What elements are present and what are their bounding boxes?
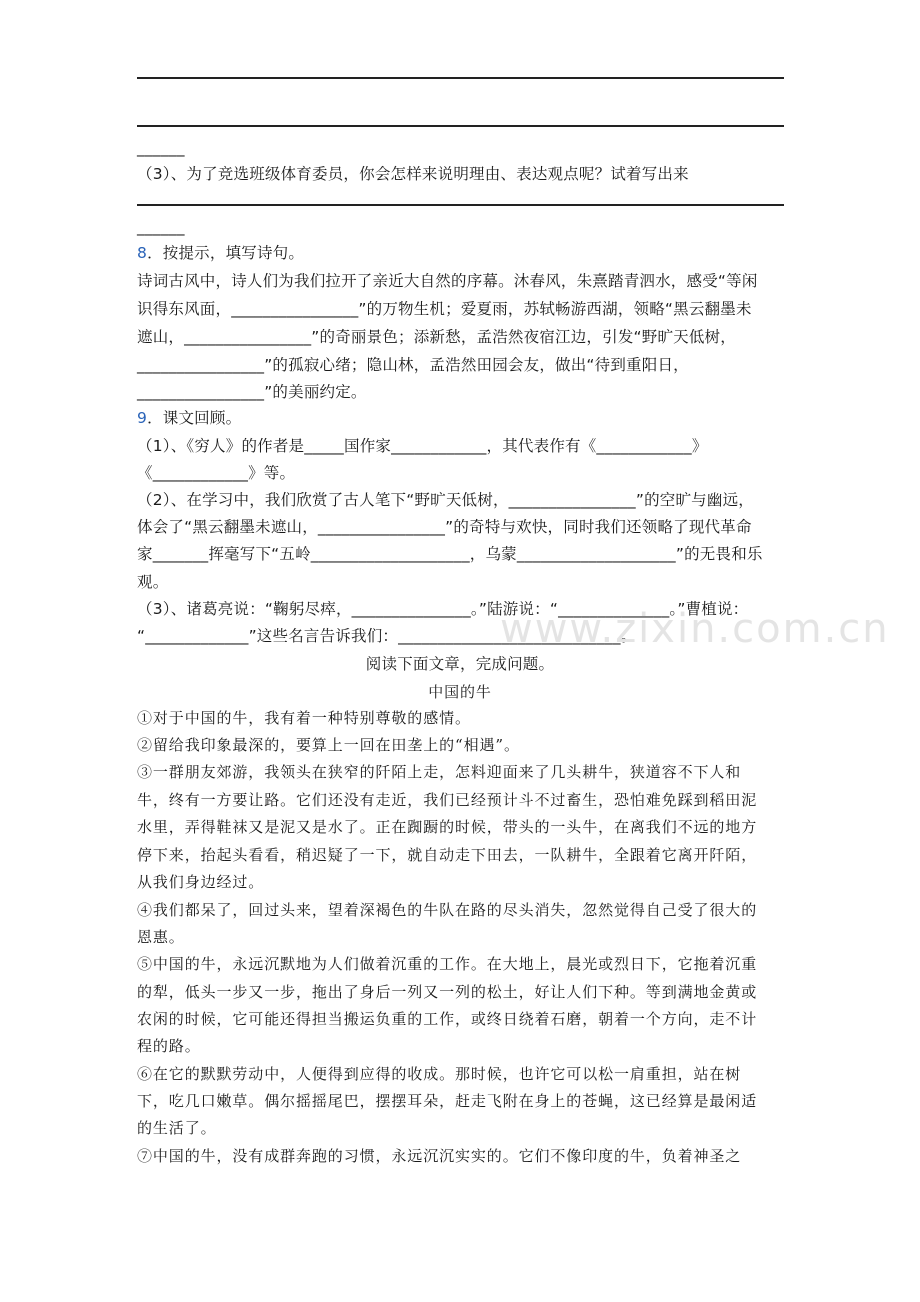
article-line: ⑦中国的牛，没有成群奔跑的习惯，永远沉沉实实的。它们不像印度的牛，负着神圣之 — [137, 1147, 742, 1165]
article-line: 下，吃几口嫩草。偶尔摇摇尾巴，摆摆耳朵，赶走飞附在身上的苍蝇，这已经算是最闲适 — [137, 1092, 758, 1110]
article-line: 牛，终有一方要让路。它们还没有走近，我们已经预计斗不过畜生，恐怕难免踩到稻田泥 — [137, 791, 758, 809]
article-line: 水里，弄得鞋袜又是泥又是水了。正在踟蹰的时候，带头的一头牛，在离我们不远的地方 — [137, 818, 758, 836]
article-line: ④我们都呆了，回过头来，望着深褐色的牛队在路的尽头消失，忽然觉得自己受了很大的 — [137, 901, 758, 919]
reading-instruction: 阅读下面文章，完成问题。 — [365, 655, 555, 673]
question-8-heading — [137, 243, 304, 263]
article-line: 的生活了。 — [137, 1119, 217, 1137]
article-line: ①对于中国的牛，我有着一种特别尊敬的感情。 — [137, 709, 471, 727]
q8-line: ________________”的孤寂心绪；隐山林，孟浩然田园会友，做出“待到重阳日， — [137, 356, 689, 374]
article-line: 停下来，抬起头看看，稍迟疑了一下，就自动走下田去，一队耕牛，全跟着它离开阡陌， — [137, 846, 758, 864]
answer-line-tail: ______ — [137, 218, 185, 236]
q8-line: ________________”的美丽约定。 — [137, 383, 367, 401]
q9-line: 体会了“黑云翻墨未遮山，________________”的奇特与欢快，同时我们还领略了现代革命 — [137, 518, 752, 536]
question-prompt: ．按提示，填写诗句。 — [147, 244, 305, 262]
article-line: 从我们身边经过。 — [137, 873, 265, 891]
question-number: 8 — [137, 244, 148, 262]
answer-line-tail: ______ — [137, 139, 185, 157]
article-line: 程的路。 — [137, 1037, 201, 1055]
question-7-3: （3）、为了竞选班级体育委员，你会怎样来说明理由、表达观点呢？试着写出来 — [137, 165, 689, 183]
q9-line: （1）、《穷人》的作者是_____国作家____________，其代表作有《____________》 — [137, 437, 708, 455]
article-line: 恩惠。 — [137, 928, 185, 946]
q9-line: 家_______挥毫写下“五岭____________________，乌蒙____________________”的无畏和乐 — [137, 545, 763, 563]
article-title: 中国的牛 — [428, 683, 492, 701]
q9-line: “_____________”这些名言告诉我们：____________________________。 — [137, 627, 637, 645]
q8-line: 遮山，________________”的奇丽景色；添新愁，孟浩然夜宿江边，引发“野旷天低树， — [137, 328, 736, 346]
q9-line: （2）、在学习中，我们欣赏了古人笔下“野旷天低树，________________”的空旷与幽远， — [137, 491, 754, 509]
question-number: 9 — [137, 409, 148, 427]
article-line: 的犁，低头一步又一步，拖出了身后一列又一列的松土，好让人们下种。等到满地金黄或 — [137, 983, 758, 1001]
q8-line: 诗词古风中，诗人们为我们拉开了亲近大自然的序幕。沐春风，朱熹踏青泗水，感受“等闲 — [137, 272, 758, 290]
article-line: ②留给我印象最深的，要算上一回在田垄上的“相遇”。 — [137, 736, 520, 754]
q8-line: 识得东风面，________________”的万物生机；爱夏雨，苏轼畅游西湖，领略“黑云翻墨未 — [137, 300, 752, 318]
q9-line: 《____________》等。 — [137, 464, 296, 482]
watermark: www.zixin.com.cn — [500, 606, 890, 652]
article-line: ⑤中国的牛，永远沉默地为人们做着沉重的工作。在大地上，晨光或烈日下，它拖着沉重 — [137, 955, 758, 973]
q9-line: （3）、诸葛亮说：“鞠躬尽瘁，_______________。”陆游说：“______________。”曹植说： — [137, 600, 749, 618]
question-prompt: ．课文回顾。 — [147, 409, 242, 427]
answer-line — [137, 204, 784, 206]
top-rule — [137, 77, 784, 79]
question-9-heading — [137, 408, 241, 428]
article-line: ⑥在它的默默劳动中，人便得到应得的收成。那时候，也许它可以松一肩重担，站在树 — [137, 1065, 742, 1083]
q9-line: 观。 — [137, 573, 169, 591]
article-line: ③一群朋友郊游，我领头在狭窄的阡陌上走，怎料迎面来了几头耕牛，狭道容不下人和 — [137, 763, 742, 781]
answer-line — [137, 125, 784, 127]
article-line: 农闲的时候，它可能还得担当搬运负重的工作，或终日绕着石磨，朝着一个方向，走不计 — [137, 1010, 758, 1028]
